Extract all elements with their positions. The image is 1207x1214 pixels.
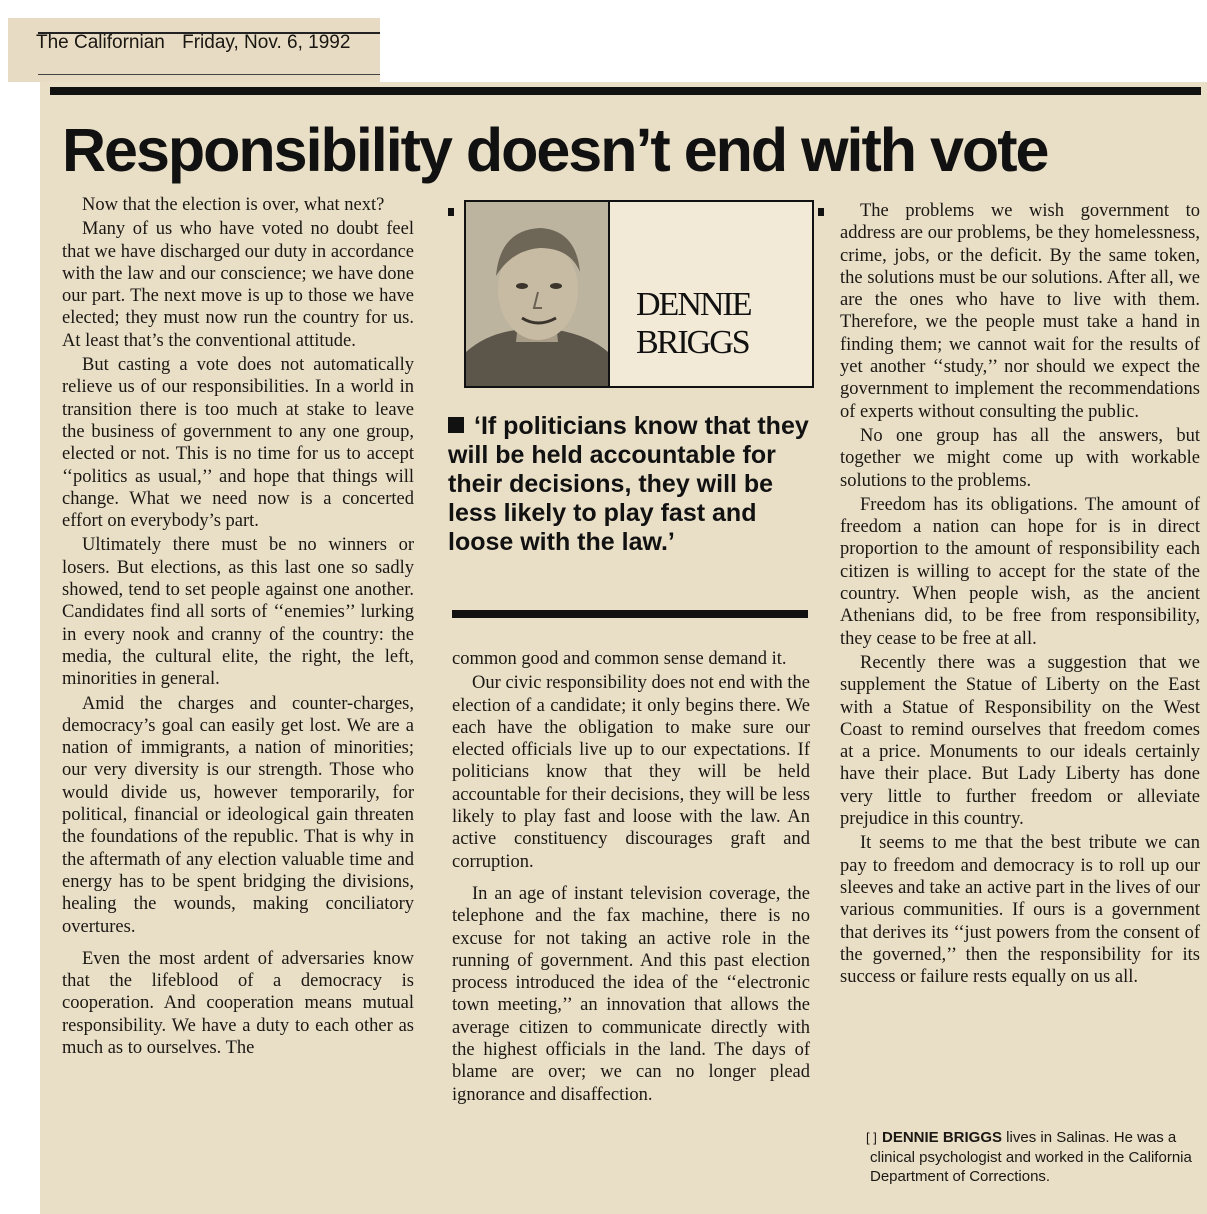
byline-box (452, 200, 810, 386)
newspaper-name: The Californian (36, 32, 165, 53)
box-tab-left (448, 208, 454, 216)
paragraph: It seems to me that the best tribute we can pay to freedom and democracy is to roll up our sleeves and take an active part in the lives of our various communities. If ours is a government that derives its ‘‘just powers from the consent of the governed,’’ then the responsibility for its success or failure rests equally on us all. (840, 833, 1200, 988)
paragraph: Our civic responsibility does not end with the election of a candidate; it only begins there. We each have the obligation to make sure our elected officials live up to our expectations. If politicians know that they will be held accountable for their decisions, they will be less likely to play fast and loose with the law. An active constituency discourages graft and corruption. (452, 673, 810, 872)
author-photo (466, 202, 610, 386)
paragraph: Ultimately there must be no winners or losers. But elections, as this last one so sadly showed, tend to set people against one another. Candidates find all sorts of ‘‘enemies’’ lurking in every nook and cranny of the country: the media, the cultural elite, the right, the left, minorities in general. (62, 535, 414, 690)
paragraph: No one group has all the answers, but together we might come up with workable solutions to the problems. (840, 425, 1200, 491)
headline: Responsibility doesn’t end with vote (62, 116, 1048, 184)
paragraph: In an age of instant television coverage, the telephone and the fax machine, there is no excuse for not taking an active role in the running of government. And this past election process introduced the idea of the ‘‘electronic town meeting,’’ an innovation that allows the average citizen to communicate directly with the highest officials in the land. The days of blame are over; we can no longer plead ignorance and disaffection. (452, 883, 810, 1105)
paragraph: Many of us who have voted no doubt feel that we have discharged our duty in accordance with the law and our conscience; we have done our part. The next move is up to those we have elected; they must now run the country for us. At least that’s the conventional attitude. (62, 219, 414, 351)
paragraph: Freedom has its obligations. The amount of freedom a nation can hope for is in direct proportion to the amount of responsibility each citizen is willing to accept for the state of the country. When people wish, as the ancient Athenians did, to be free from responsibility, they cease to be free at all. (840, 494, 1200, 649)
paragraph: Recently there was a suggestion that we supplement the Statue of Liberty on the East with a Statue of Responsibility on the West Coast to remind ourselves that freedom comes at a price. Monuments to our ideals certainly have their place. But Lady Liberty has done very little to further freedom or alleviate prejudice in this country. (840, 652, 1200, 830)
paragraph: But casting a vote does not automatically relieve us of our responsibilities. In a world in transition there is too much at stake to leave the business of government to any one group, elected or not. This is no time for us to accept ‘‘politics as usual,’’ and hope that things will change. What we need now is a concerted effort on everybody’s part. (62, 355, 414, 532)
bio-lines (844, 1128, 1204, 1187)
box-tab-right (818, 208, 824, 216)
article (40, 82, 1207, 1214)
top-rule (50, 87, 1201, 95)
bio-text: lives in Salinas. He was a clinical psychologist and worked in the California Department of Corrections. (870, 1129, 1192, 1185)
masthead-rule-bottom (38, 74, 380, 75)
byline-last-name: BRIGGS (636, 324, 749, 361)
author-bio (844, 1128, 1204, 1187)
author-portrait-icon (466, 202, 608, 386)
square-bullet-icon (448, 417, 464, 433)
column-3 (840, 200, 1200, 988)
bio-name: DENNIE BRIGGS (882, 1129, 1003, 1146)
masthead (36, 32, 350, 54)
pull-quote-text: ‘If politicians know that they will be held accountable for their decisions, they will be less likely to play fast and loose with the law.’ (448, 412, 809, 556)
paragraph: Even the most ardent of adversaries know that the lifeblood of a democracy is cooperation. And cooperation means mutual responsibility. We have a duty to each other as much as to ourselves. The (62, 948, 414, 1058)
pull-quote-rule (452, 610, 808, 618)
pull-quote (448, 412, 818, 557)
byline-first-name: DENNIE (636, 286, 751, 323)
column-1 (62, 194, 414, 1059)
paragraph: Now that the election is over, what next? (82, 195, 385, 215)
paragraph: The problems we wish government to address are our problems, be they homelessness, crime, jobs, or the deficit. By the same token, the solutions must be our solutions. After all, we are the ones who have to live with them. Therefore, we the people must take a hand in finding them; we cannot wait for the results of yet another ‘‘study,’’ nor should we expect the government to implement the recommendations of experts without consulting the public. (840, 201, 1200, 422)
paragraph: Amid the charges and counter-charges, democracy’s goal can easily get lost. We are a nation of immigrants, a nation of minorities; our very diversity is our strength. Those who would divide us, however temporarily, for political, financial or ideological gain threaten the foundations of the republic. That is why in the aftermath of any election valuable time and energy has to be spent bridging the divisions, healing the wounds, making conciliatory overtures. (62, 693, 414, 937)
publication-date: Friday, Nov. 6, 1992 (182, 32, 351, 53)
byline-frame (464, 200, 814, 388)
byline (636, 286, 751, 362)
paragraph: common good and common sense demand it. (452, 649, 787, 669)
bio-mark: [ ] (866, 1130, 877, 1145)
column-2 (452, 648, 810, 1106)
